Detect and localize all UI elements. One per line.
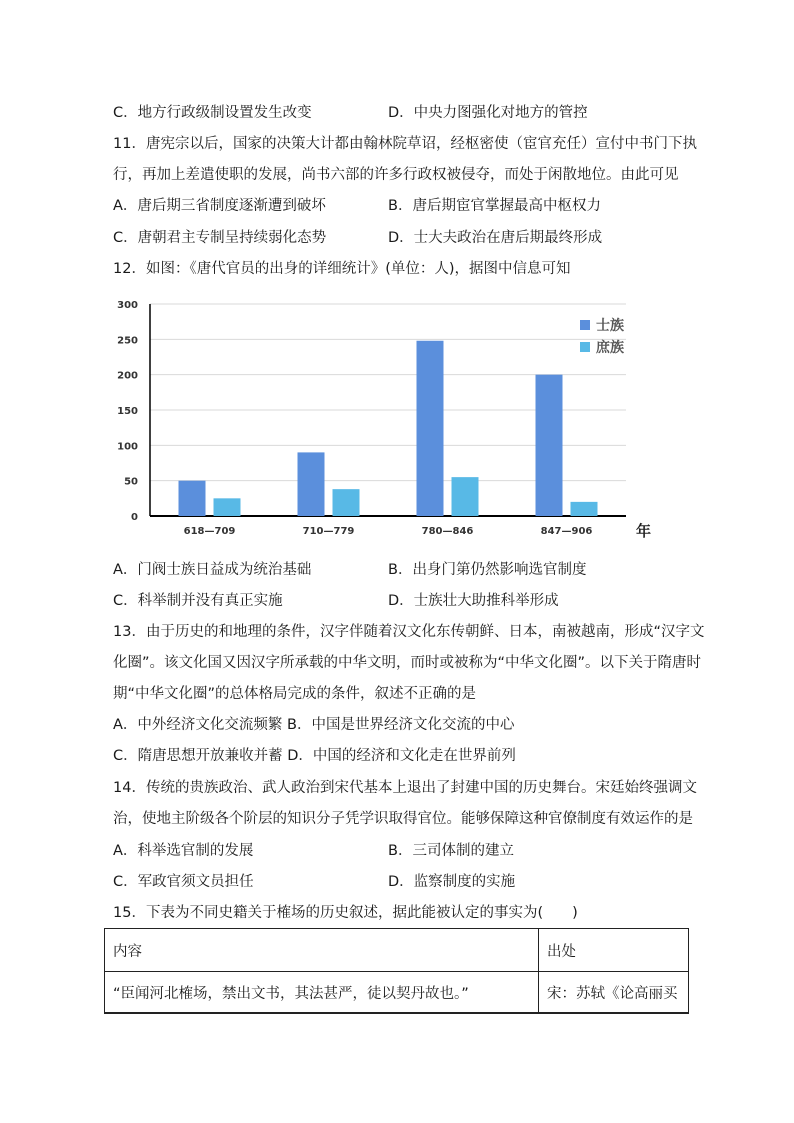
q12-option-a: A．门阀士族日益成为统治基础 [113,562,312,578]
y-tick-label: 100 [117,441,138,453]
q15-stem: 15．下表为不同史籍关于榷场的历史叙述，据此能被认定的事实为( ) [113,905,578,921]
q13-stem-line2: 化圈”。该文化国又因汉字所承载的中华文明，而时或被称为“中华文化圈”。以下关于隋唐时 [113,655,702,671]
x-tick-label: 710—779 [302,526,355,537]
bar-shuzu-3 [571,502,598,516]
q11-option-d: D．士大夫政治在唐后期最终形成 [388,230,603,246]
chart-x-axis-label: 年 [636,522,652,540]
q12-stem: 12．如图：《唐代官员的出身的详细统计》(单位：人)，据图中信息可知 [113,261,571,277]
table-header-row [105,929,689,972]
chart-bars [179,341,598,516]
legend-swatch [580,320,590,330]
q13-options-ab: A．中外经济文化交流频繁 B．中国是世界经济文化交流的中心 [113,717,515,733]
bar-shuzu-2 [452,477,479,516]
y-tick-label: 0 [131,512,138,523]
bar-shizu-0 [179,481,206,516]
q12-option-b: B．出身门第仍然影响选官制度 [388,562,587,578]
table-header-content: 内容 [105,929,539,972]
q11-option-a: A．唐后期三省制度逐渐遭到破坏 [113,198,326,214]
x-tick-label: 847—906 [540,526,593,537]
y-tick-label: 50 [124,476,138,488]
q14-option-a: A．科举选官制的发展 [113,843,254,859]
chart-y-tick-labels [117,300,138,523]
y-tick-label: 150 [117,406,138,417]
q14-option-c: C．军政官须文员担任 [113,874,254,890]
q14-stem-line1: 14．传统的贵族政治、武人政治到宋代基本上退出了封建中国的历史舞台。宋廷始终强调文 [113,780,697,796]
y-tick-label: 300 [117,300,138,311]
q11-stem-line1: 11．唐宪宗以后，国家的决策大计都由翰林院草诏，经枢密使（宦官充任）宣付中书门下执 [113,136,697,152]
q12-option-d: D．士族壮大助推科举形成 [388,593,559,609]
chart-x-tick-labels [184,526,593,537]
bar-shizu-1 [298,452,325,516]
chart-legend [580,317,624,356]
x-tick-label: 780—846 [421,526,474,537]
q14-option-b: B．三司体制的建立 [388,843,514,859]
legend-swatch [580,342,590,352]
q13-stem-line3: 期“中华文化圈”的总体格局完成的条件，叙述不正确的是 [113,686,477,702]
q11-option-b: B．唐后期宦官掌握最高中枢权力 [388,198,601,214]
table-cell-source: 宋：苏轼《论高丽买 [539,972,689,1014]
q13-stem-line1: 13．由于历史的和地理的条件，汉字伴随着汉文化东传朝鲜、日本，南被越南，形成“汉字文 [113,624,705,640]
y-tick-label: 250 [117,335,138,347]
bar-shuzu-0 [214,498,241,516]
q14-option-d: D．监察制度的实施 [388,874,516,890]
bar-shizu-2 [417,341,444,516]
q11-option-c: C．唐朝君主专制呈持续弱化态势 [113,230,327,246]
x-tick-label: 618—709 [183,526,236,537]
officials-origin-bar-chart [112,290,657,550]
q11-stem-line2: 行，再加上差遣使职的发展，尚书六部的许多行政权被侵夺，而处于闲散地位。由此可见 [113,167,679,183]
table-cell-content: “臣闻河北榷场，禁出文书，其法甚严，徒以契丹故也。” [105,972,539,1014]
q10-option-d: D．中央力图强化对地方的管控 [388,105,588,121]
q15-source-table [104,928,689,1014]
q14-stem-line2: 治，使地主阶级各个阶层的知识分子凭学识取得官位。能够保障这种官僚制度有效运作的是 [113,811,693,827]
table-header-source: 出处 [539,929,689,972]
q10-option-c: C．地方行政级制设置发生改变 [113,105,312,121]
y-tick-label: 200 [117,370,138,382]
q13-options-cd: C．隋唐思想开放兼收并蓄 D．中国的经济和文化走在世界前列 [113,748,516,764]
bar-shizu-3 [536,375,563,516]
bar-shuzu-1 [333,489,360,516]
legend-label: 士族 [596,318,624,334]
table-row [105,972,689,1014]
q12-option-c: C．科举制并没有真正实施 [113,593,283,609]
legend-label: 庶族 [596,340,624,356]
